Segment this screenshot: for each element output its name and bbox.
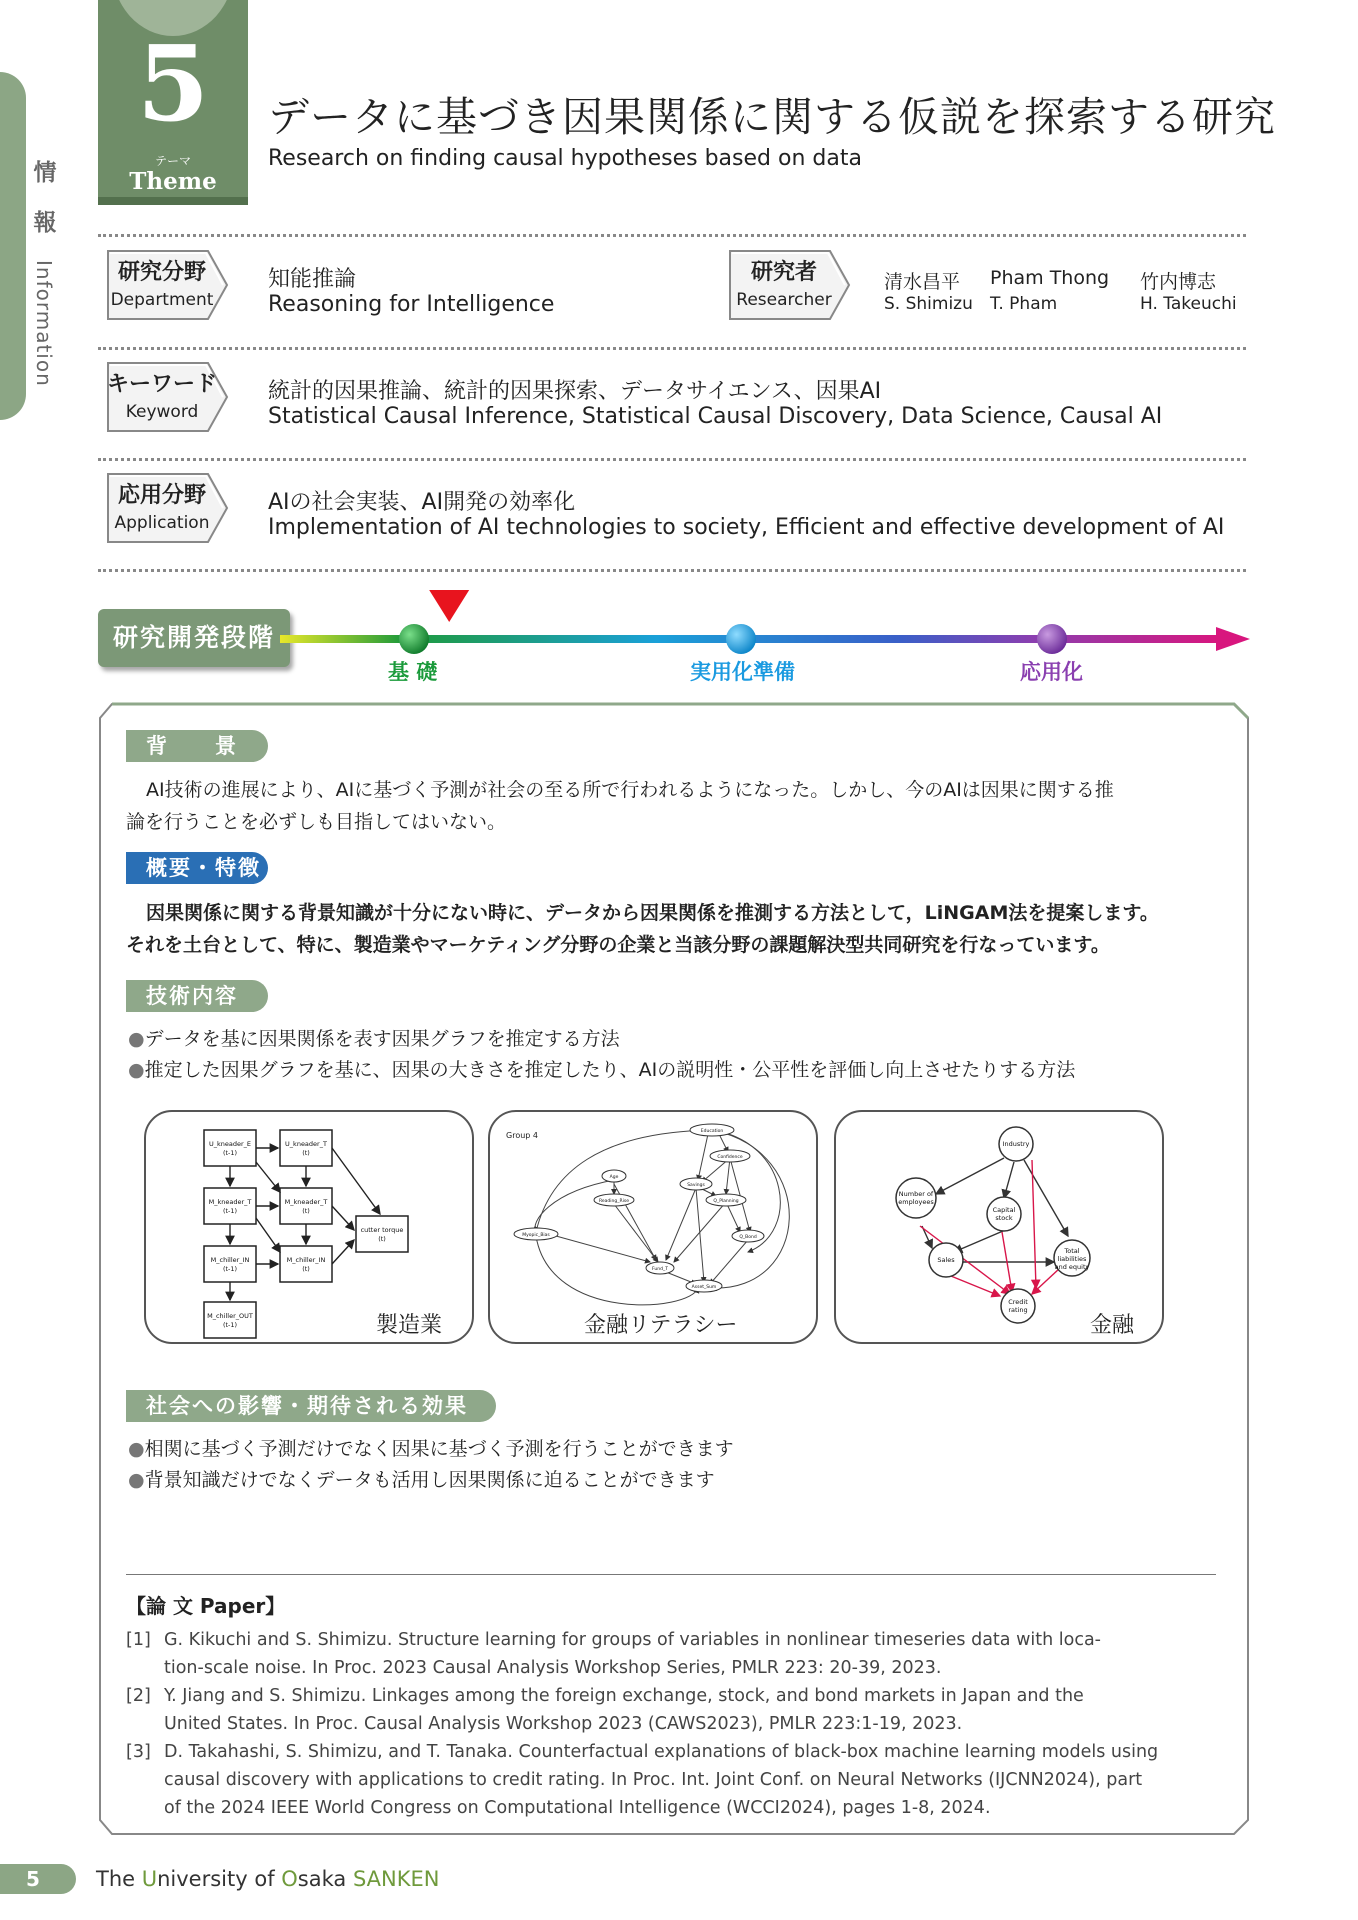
graph-node-label: M_chiller_OUT (207, 1312, 253, 1320)
graph-node-label: Industry (1002, 1140, 1030, 1148)
graph-node-label: liabilities (1057, 1255, 1087, 1263)
paper-line: G. Kikuchi and S. Shimizu. Structure learning for groups of variables in nonlinear timeseries data with loca- (164, 1630, 1102, 1650)
paper-reference (126, 1682, 1220, 1738)
paper-line: Y. Jiang and S. Shimizu. Linkages among the foreign exchange, stock, and bond markets in Japan and the (164, 1686, 1084, 1706)
overview-text-line-2: それを土台として、特に、製造業やマーケティング分野の企業と当該分野の課題解決型共同研究を行なっています。 (126, 934, 1110, 956)
application-badge-en: Application (114, 513, 210, 533)
graph-node-label: Total (1064, 1247, 1080, 1255)
graph-node-label: and equity (1054, 1263, 1090, 1271)
graph-node-label: Q_Bond (739, 1235, 757, 1240)
figure-manufacturing (144, 1110, 474, 1344)
footer-institution (96, 1864, 440, 1894)
graph-node-label: Number of (898, 1190, 934, 1198)
researcher-name-en: T. Pham (990, 294, 1058, 314)
graph-node-label: Reading_Rise (598, 1199, 630, 1204)
figure-caption: 製造業 (376, 1313, 443, 1338)
researcher-name-en: S. Shimizu (884, 294, 973, 314)
background-text-line-1: AI技術の進展により、AIに基づく予測が社会の至る所で行われるようになった。しかし、今のAIは因果に関する推 (146, 779, 1114, 801)
paper-number: [1] (126, 1630, 151, 1650)
researcher-name-jp: 清水昌平 (884, 271, 961, 293)
divider (98, 569, 1246, 572)
graph-node-label: Fund_T (652, 1267, 668, 1272)
graph-node-label: Asset_Sum (691, 1285, 717, 1290)
department-badge-jp: 研究分野 (117, 260, 206, 285)
technology-heading: 技術内容 (126, 980, 268, 1012)
paper-line: causal discovery with applications to credit rating. In Proc. Int. Joint Conf. on Neural Networks (IJCNN2024), part (164, 1770, 1143, 1790)
application-badge (104, 471, 230, 545)
paper-line: of the 2024 IEEE World Congress on Computational Intelligence (WCCI2024), pages 1-8, 2024. (164, 1798, 991, 1818)
application-badge-jp: 応用分野 (117, 483, 206, 508)
figure-finance (834, 1110, 1164, 1344)
graph-node-label: Education (700, 1129, 724, 1134)
impact-heading: 社会への影響・期待される効果 (126, 1390, 496, 1422)
divider (98, 458, 1246, 461)
graph-node-label: M_kneader_T (284, 1198, 328, 1206)
figure-financial-literacy (488, 1110, 818, 1344)
graph-node-sublabel: (t) (302, 1149, 310, 1157)
theme-label (98, 154, 248, 196)
graph-node-label: U_kneader_T (285, 1140, 327, 1148)
impact-bullet-text: 相関に基づく予測だけでなく因果に基づく予測を行うことができます (144, 1438, 734, 1460)
graph-node-label: Capital (992, 1206, 1016, 1214)
department-jp: 知能推論 (268, 267, 357, 292)
theme-box (98, 0, 248, 205)
stage-label: 研究開発段階 (98, 609, 290, 667)
footer-text-accent: O (281, 1867, 298, 1891)
side-label-en: Information (32, 260, 56, 387)
graph-node-label: U_kneader_E (208, 1140, 252, 1148)
background-text-line-2: 論を行うことを必ずしも目指してはいない。 (126, 811, 507, 833)
researcher-name-en: H. Takeuchi (1140, 294, 1237, 314)
theme-number: 5 (136, 22, 210, 145)
graph-node-sublabel: (t) (302, 1207, 310, 1215)
technology-bullet-text: データを基に因果関係を表す因果グラフを推定する方法 (144, 1028, 620, 1050)
graph-node-label: Sales (937, 1256, 955, 1264)
graph-node-label: cutter torque (360, 1226, 404, 1234)
keyword-badge-en: Keyword (125, 402, 199, 422)
graph-node-sublabel: (t-1) (222, 1207, 238, 1215)
stage-marker-basic (399, 624, 429, 654)
paper-line: tion-scale noise. In Proc. 2023 Causal Analysis Workshop Series, PMLR 223: 20-39, 2023. (164, 1658, 942, 1678)
graph-node-sublabel: (t-1) (222, 1265, 238, 1273)
graph-node-label: M_chiller_IN (210, 1256, 250, 1264)
graph-node-label: Age (609, 1175, 619, 1180)
page-number: 5 (0, 1864, 76, 1894)
graph-node-label: employees (898, 1198, 934, 1206)
technology-bullet (128, 1055, 1075, 1085)
footer-text-accent: U (141, 1867, 158, 1891)
overview-text-line-1: 因果関係に関する背景知識が十分にない時に、データから因果関係を推測する方法として，LiNGAM法を提案します。 (146, 902, 1159, 924)
paper-reference (126, 1738, 1220, 1822)
impact-bullet (128, 1434, 734, 1464)
researcher-badge-en: Researcher (736, 290, 832, 310)
side-tab (0, 72, 26, 420)
graph-node-label: M_chiller_IN (286, 1256, 326, 1264)
paper-number: [3] (126, 1742, 151, 1762)
stage-name-basic: 基 礎 (388, 660, 438, 684)
footer-sanken: SANKEN (352, 1867, 440, 1891)
theme-label-en: Theme (129, 168, 217, 195)
page-subtitle: Research on finding causal hypotheses based on data (268, 146, 862, 171)
side-section-label (30, 148, 60, 387)
stage-marker-applied (1037, 624, 1067, 654)
keyword-en: Statistical Causal Inference, Statistical Causal Discovery, Data Science, Causal AI (268, 404, 1163, 429)
graph-node-sublabel: (t) (378, 1235, 386, 1243)
bullet-dot-icon: ● (128, 1438, 145, 1460)
stage-marker-practical (726, 624, 756, 654)
theme-label-jp: テーマ (154, 154, 191, 168)
paper-line: D. Takahashi, S. Shimizu, and T. Tanaka. Counterfactual explanations of black-box machine learning models using (164, 1742, 1159, 1762)
impact-bullet-text: 背景知識だけでなくデータも活用し因果関係に迫ることができます (144, 1469, 715, 1491)
impact-bullet (128, 1465, 715, 1495)
keyword-badge-jp: キーワード (106, 372, 217, 397)
figure-caption: 金融リテラシー (584, 1313, 738, 1338)
graph-node-label: stock (995, 1214, 1013, 1222)
paper-line: United States. In Proc. Causal Analysis Workshop 2023 (CAWS2023), PMLR 223:1-19, 2023. (164, 1714, 963, 1734)
bullet-dot-icon: ● (128, 1059, 145, 1081)
page-title: データに基づき因果関係に関する仮説を探索する研究 (268, 93, 1276, 141)
footer-text-part: niversity of (157, 1867, 282, 1891)
graph-node-label: Credit (1008, 1298, 1028, 1306)
stage-arrow-head (1216, 627, 1250, 651)
department-badge-en: Department (110, 290, 214, 310)
graph-node-label: Confidence (717, 1155, 743, 1160)
footer-text-part: saka (297, 1867, 353, 1891)
technology-bullet (128, 1024, 620, 1054)
graph-node-label: Savings (687, 1183, 705, 1188)
footer-text-part: The (96, 1867, 142, 1891)
divider (98, 347, 1246, 350)
stage-name-practical: 実用化準備 (690, 660, 795, 684)
keyword-badge (104, 360, 230, 434)
paper-reference (126, 1626, 1220, 1682)
graph-node-label: Q_Planning (713, 1199, 739, 1204)
researcher-badge-jp: 研究者 (750, 260, 817, 285)
graph-node-label: Myopic_Bias (522, 1233, 550, 1238)
technology-bullet-text: 推定した因果グラフを基に、因果の大きさを推定したり、AIの説明性・公平性を評価し向上させたりする方法 (144, 1059, 1076, 1081)
graph-node-sublabel: (t-1) (222, 1321, 238, 1329)
researcher-badge (726, 248, 852, 322)
theme-stripe (98, 197, 248, 205)
stage-progress-bar (280, 580, 1260, 660)
overview-heading: 概要・特徴 (126, 852, 268, 884)
graph-node-label: rating (1008, 1306, 1028, 1314)
graph-node-label: M_kneader_T (208, 1198, 252, 1206)
keyword-jp: 統計的因果推論、統計的因果探索、データサイエンス、因果AI (268, 379, 882, 404)
researcher-name-jp: 竹内博志 (1140, 271, 1217, 293)
department-en: Reasoning for Intelligence (268, 292, 555, 317)
current-stage-pointer (429, 590, 469, 622)
papers-heading: 【論 文 Paper】 (126, 1594, 286, 1618)
background-heading: 背 景 (126, 730, 268, 762)
graph-node-sublabel: (t) (302, 1265, 310, 1273)
side-label-jp-2: 報 (33, 210, 57, 236)
side-label-jp-1: 情 (33, 160, 57, 186)
divider (98, 234, 1246, 237)
department-badge (104, 248, 230, 322)
bullet-dot-icon: ● (128, 1028, 145, 1050)
stage-name-applied: 応用化 (1020, 660, 1083, 684)
papers-rule (126, 1574, 1216, 1575)
bullet-dot-icon: ● (128, 1469, 145, 1491)
paper-number: [2] (126, 1686, 151, 1706)
graph-node-sublabel: (t-1) (222, 1149, 238, 1157)
researcher-name-jp: Pham Thong (990, 267, 1110, 289)
figure-caption: 金融 (1090, 1313, 1135, 1338)
graph-group-label: Group 4 (506, 1131, 538, 1140)
application-jp: AIの社会実装、AI開発の効率化 (268, 490, 576, 515)
application-en: Implementation of AI technologies to society, Efficient and effective development of AI (268, 515, 1225, 540)
